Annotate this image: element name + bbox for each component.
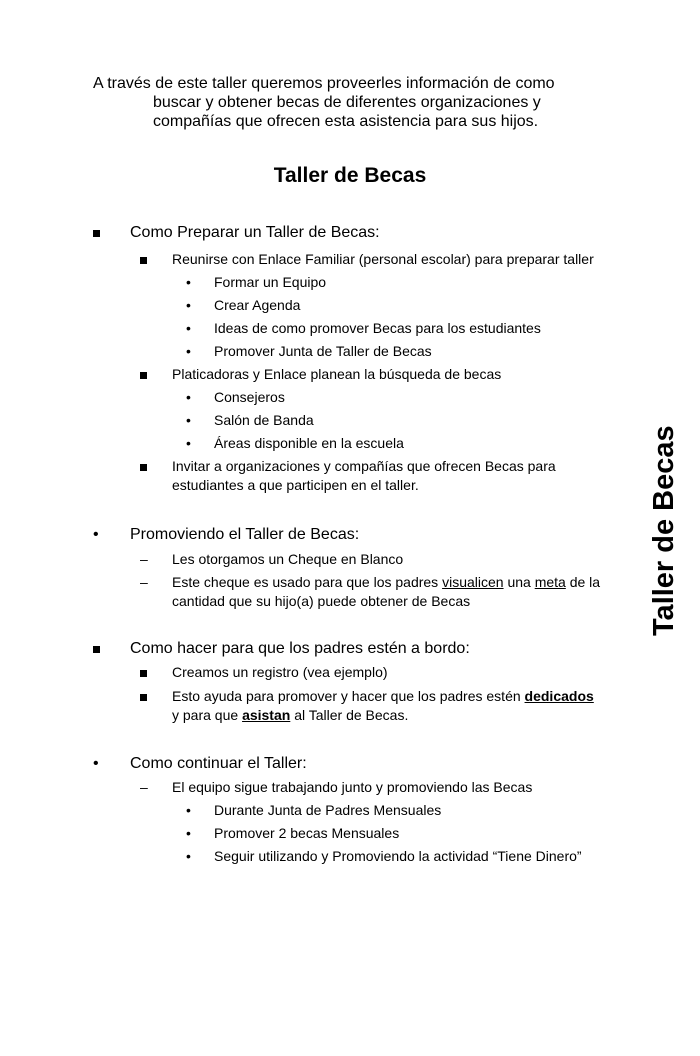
bullet-icon: • (93, 755, 99, 772)
bullet-icon: • (186, 435, 191, 451)
side-title-vertical: Taller de Becas (648, 425, 680, 636)
bullet-icon: • (186, 802, 191, 818)
emphasis-asistan: asistan (242, 707, 291, 723)
bullet-icon: • (186, 389, 191, 405)
square-bullet-icon (93, 224, 107, 242)
intro-line-2: buscar y obtener becas de diferentes organizaciones y (153, 94, 541, 111)
square-bullet-icon (140, 366, 147, 382)
bullet-icon: • (186, 825, 191, 841)
bullet-icon: • (186, 343, 191, 359)
bullet-icon: • (186, 274, 191, 290)
dash-icon: – (140, 574, 148, 590)
emphasis-dedicados: dedicados (524, 688, 594, 704)
bullet-icon: • (186, 412, 191, 428)
square-bullet-icon (140, 688, 147, 704)
emphasis-visualicen: visualicen (442, 574, 504, 590)
bullet-icon: • (93, 526, 99, 543)
square-bullet-icon (93, 640, 107, 658)
page-title: Taller de Becas (273, 164, 427, 187)
intro-line-1: A través de este taller queremos proveerles información de como (93, 75, 555, 92)
bullet-icon: • (186, 297, 191, 313)
square-bullet-icon (140, 458, 147, 474)
dash-icon: – (140, 779, 148, 795)
bullet-icon: • (186, 848, 191, 864)
bullet-icon: • (186, 320, 191, 336)
emphasis-meta: meta (534, 574, 566, 590)
intro-paragraph (93, 74, 653, 131)
dash-icon: – (140, 551, 148, 567)
intro-line-3: compañías que ofrecen esta asistencia para sus hijos. (153, 113, 539, 130)
square-bullet-icon (140, 664, 147, 680)
square-bullet-icon (140, 251, 147, 267)
